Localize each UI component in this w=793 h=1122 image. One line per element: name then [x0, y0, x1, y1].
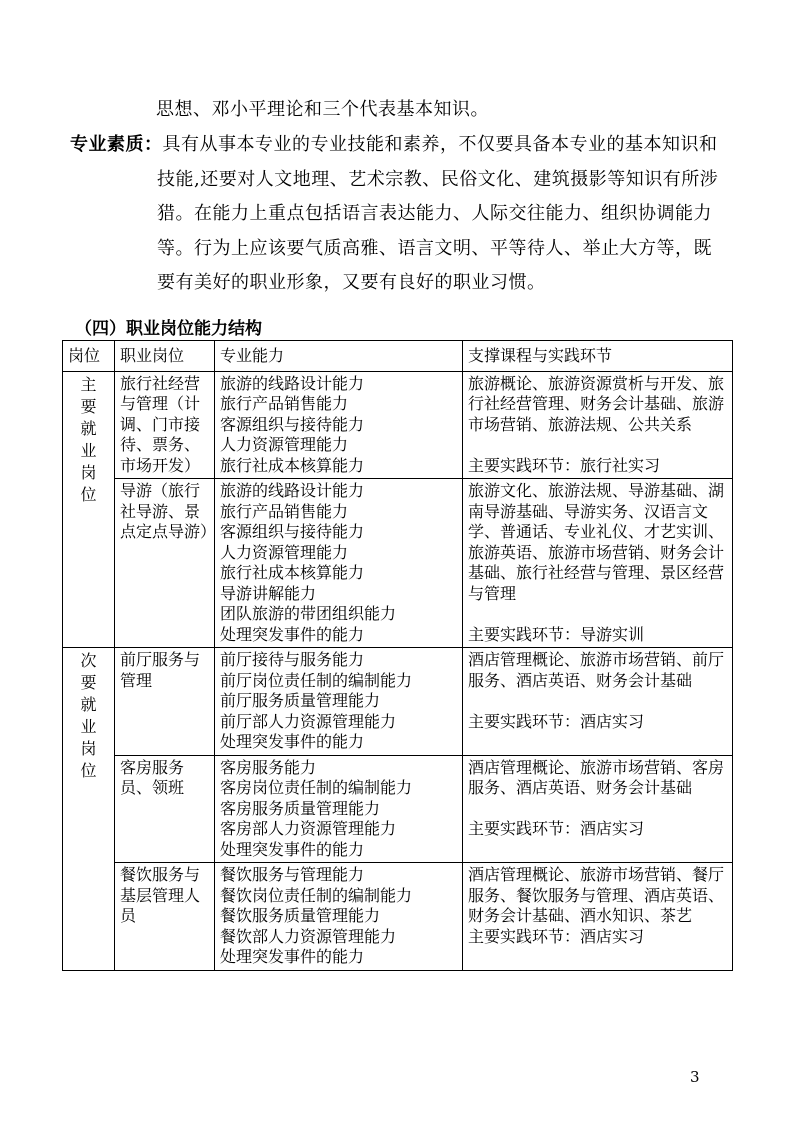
page-number: 3	[690, 1068, 700, 1086]
header-abilities: 专业能力	[215, 341, 463, 372]
header-job: 职业岗位	[115, 341, 215, 372]
professional-quality-line: 等。行为上应该要气质高雅、语言文明、平等待人、举止大方等，既	[157, 237, 712, 259]
courses-cell	[463, 479, 733, 648]
courses-text: 旅游文化、旅游法规、导游基础、湖南导游基础、导游实务、汉语言文学、普通话、专业礼仪、才艺实训、旅游英语、旅游市场营销、财务会计基础、旅行社经营与管理、景区经营与管理	[468, 481, 725, 603]
table-row	[63, 863, 733, 971]
ability-item: 旅游的线路设计能力	[220, 373, 365, 393]
ability-item: 前厅岗位责任制的编制能力	[220, 670, 413, 690]
ability-item: 旅行产品销售能力	[220, 501, 349, 521]
ability-item: 旅行产品销售能力	[220, 394, 349, 413]
section-title: （四）职业岗位能力结构	[75, 319, 262, 339]
ability-item: 餐饮岗位责任制的编制能力	[220, 885, 413, 905]
practice-text: 主要实践环节：旅行社实习	[468, 455, 661, 475]
category-cell	[63, 371, 115, 648]
courses-text: 酒店管理概论、旅游市场营销、前厅服务、酒店英语、财务会计基础	[468, 650, 725, 690]
ability-item: 旅行社成本核算能力	[220, 455, 365, 475]
practice-text: 主要实践环节：酒店实习	[468, 926, 645, 946]
ability-item: 旅游的线路设计能力	[220, 481, 365, 500]
ability-item: 客房服务质量管理能力	[220, 798, 381, 818]
job-cell: 餐饮服务与基层管理人员	[115, 863, 215, 971]
career-ability-table	[62, 340, 733, 971]
ability-item: 处理突发事件的能力	[220, 947, 365, 966]
ability-item: 前厅接待与服务能力	[220, 650, 365, 669]
table-row	[63, 371, 733, 479]
professional-quality-label: 专业素质：	[70, 134, 163, 155]
abilities-cell	[215, 479, 463, 648]
abilities-cell	[215, 648, 463, 756]
ability-item: 前厅部人力资源管理能力	[220, 711, 397, 731]
courses-cell	[463, 755, 733, 863]
category-label: 主要就业岗位	[80, 374, 97, 504]
professional-quality-body	[70, 163, 725, 301]
job-cell: 旅行社经营与管理（计调、门市接待、票务、市场开发）	[115, 371, 215, 479]
professional-quality-line: 要有美好的职业形象，又要有良好的职业习惯。	[157, 272, 546, 293]
job-cell: 导游（旅行社导游、景点定点导游）	[115, 479, 215, 648]
abilities-cell	[215, 371, 463, 479]
intro-tail-text: 思想、邓小平理论和三个代表基本知识。	[156, 99, 489, 120]
category-label: 次要就业岗位	[80, 651, 97, 780]
abilities-cell	[215, 755, 463, 863]
ability-item: 导游讲解能力	[220, 583, 317, 603]
courses-text: 酒店管理概论、旅游市场营销、餐厅服务、餐饮服务与管理、酒店英语、财务会计基础、酒水知识、茶艺	[468, 865, 725, 925]
practice-text: 主要实践环节：酒店实习	[468, 819, 645, 838]
courses-text: 酒店管理概论、旅游市场营销、客房服务、酒店英语、财务会计基础	[468, 757, 725, 797]
ability-item: 餐饮服务与管理能力	[220, 865, 365, 884]
professional-quality-line: 猎。在能力上重点包括语言表达能力、人际交往能力、组织协调能力	[157, 203, 712, 224]
abilities-cell	[215, 863, 463, 971]
ability-item: 客房岗位责任制的编制能力	[220, 778, 413, 797]
practice-text: 主要实践环节：酒店实习	[468, 711, 645, 731]
courses-cell	[463, 863, 733, 971]
ability-item: 团队旅游的带团组织能力	[220, 604, 397, 623]
ability-item: 处理突发事件的能力	[220, 732, 365, 751]
ability-item: 旅行社成本核算能力	[220, 563, 365, 582]
header-category: 岗位	[63, 341, 115, 372]
courses-text: 旅游概论、旅游资源赏析与开发、旅行社经营管理、财务会计基础、旅游市场营销、旅游法规、公共关系	[468, 373, 725, 434]
professional-quality-first-text: 具有从事本专业的专业技能和素养，不仅要具备本专业的基本知识和	[162, 134, 718, 155]
ability-item: 餐饮服务质量管理能力	[220, 906, 381, 925]
ability-item: 餐饮部人力资源管理能力	[220, 926, 397, 946]
ability-item: 客房服务能力	[220, 757, 317, 777]
practice-text: 主要实践环节：导游实训	[468, 624, 645, 644]
ability-item: 前厅服务质量管理能力	[220, 691, 381, 710]
ability-item: 人力资源管理能力	[220, 542, 349, 562]
ability-item: 人力资源管理能力	[220, 435, 349, 454]
professional-quality-paragraph	[70, 128, 725, 301]
table-row	[63, 479, 733, 648]
ability-item: 处理突发事件的能力	[220, 624, 365, 644]
professional-quality-first-line	[70, 128, 725, 163]
table-row	[63, 755, 733, 863]
ability-item: 客源组织与接待能力	[220, 522, 365, 541]
category-cell	[63, 648, 115, 971]
header-courses: 支撑课程与实践环节	[463, 341, 733, 372]
table-row	[63, 648, 733, 756]
ability-item: 处理突发事件的能力	[220, 839, 365, 859]
ability-item: 客房部人力资源管理能力	[220, 819, 397, 838]
professional-quality-line: 技能,还要对人文地理、艺术宗教、民俗文化、建筑摄影等知识有所涉	[157, 168, 719, 190]
courses-cell	[463, 648, 733, 756]
table-header-row	[63, 341, 733, 372]
ability-item: 客源组织与接待能力	[220, 414, 365, 434]
job-cell: 前厅服务与管理	[115, 648, 215, 756]
courses-cell	[463, 371, 733, 479]
job-cell: 客房服务员、领班	[115, 755, 215, 863]
